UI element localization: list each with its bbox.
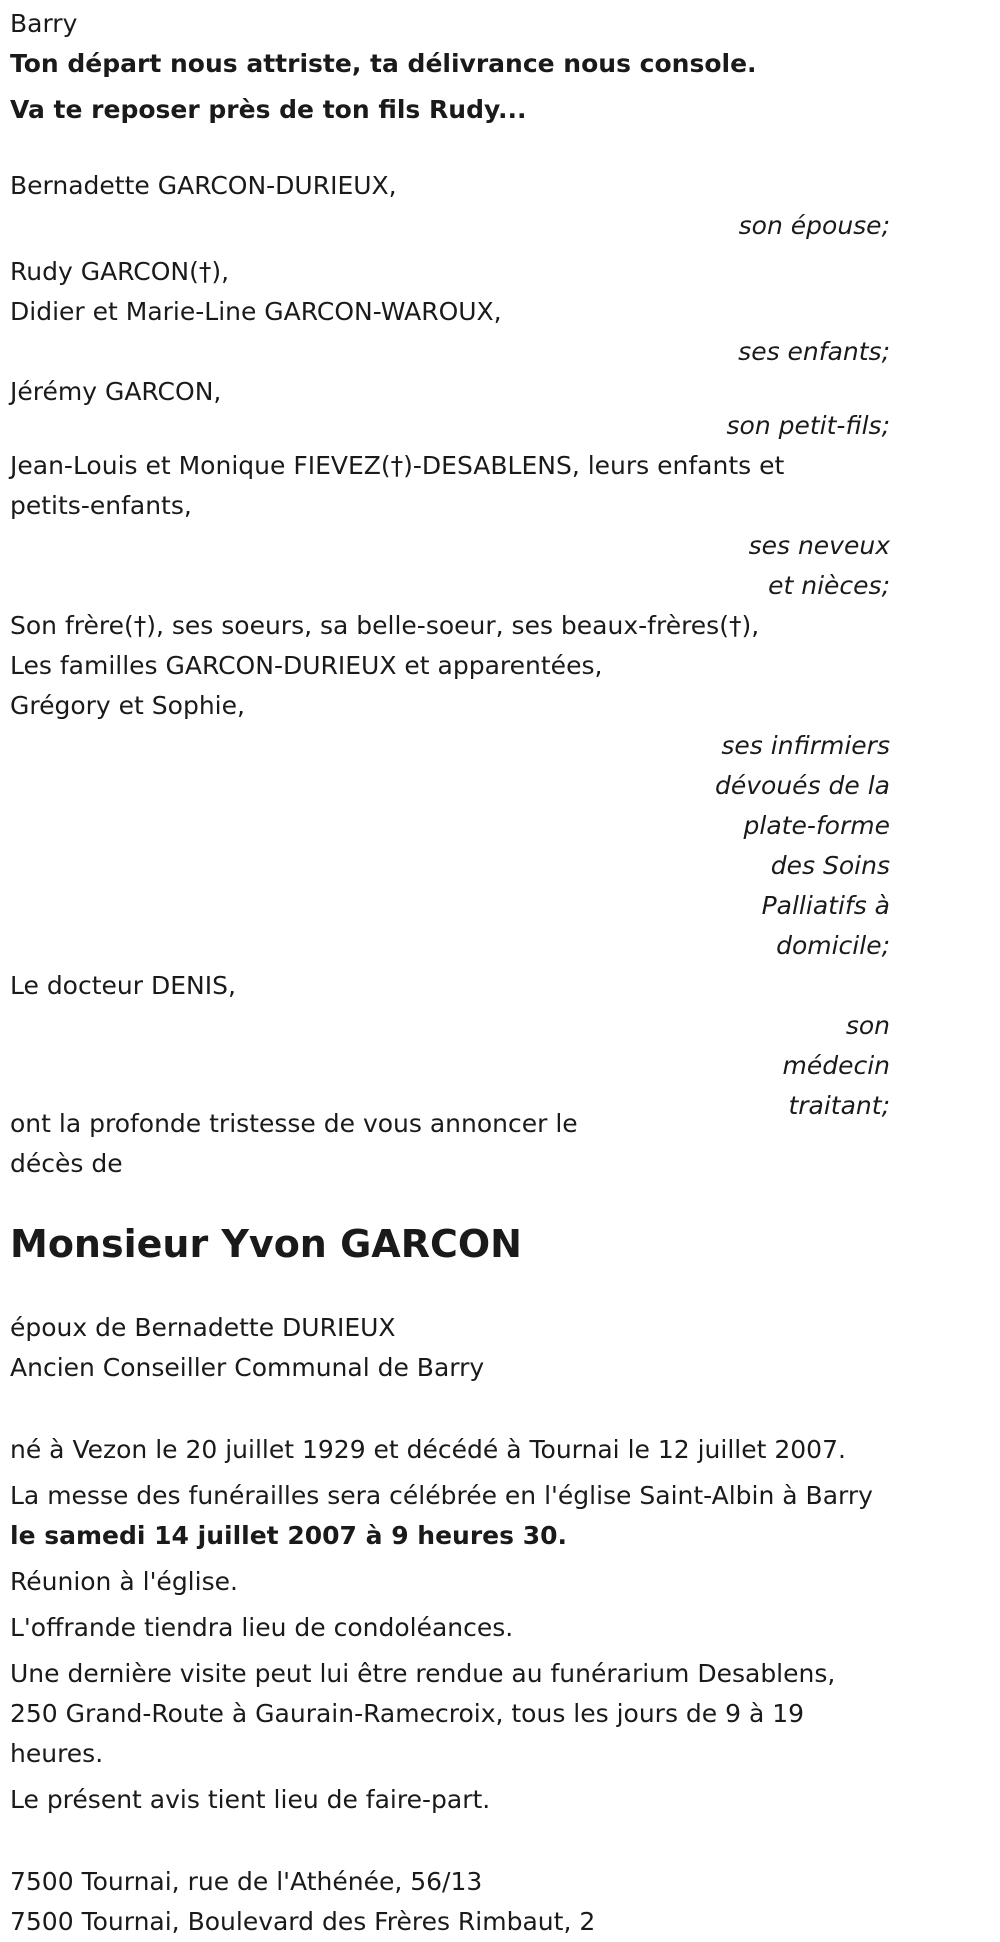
nephews-names: Jean-Louis et Monique FIEVEZ(†)-DESABLENS, leurs enfants et petits-enfants, (10, 451, 785, 520)
notice-info: Le présent avis tient lieu de faire-part. (10, 1785, 491, 1814)
address-2: 7500 Tournai, Boulevard des Frères Rimbaut, 2 (10, 1907, 596, 1936)
child-name-2: Didier et Marie-Line GARCON-WAROUX, (10, 297, 502, 326)
place-name: Barry (10, 9, 78, 38)
epitaph-line-2: Va te reposer près de ton fils Rudy... (10, 95, 527, 124)
mass-location: La messe des funérailles sera célébrée en l'église Saint-Albin à Barry (10, 1481, 873, 1510)
mass-date: le samedi 14 juillet 2007 à 9 heures 30. (10, 1521, 567, 1550)
address-list (10, 1862, 890, 1942)
doctor-role: son médecin traitant; (782, 1011, 890, 1120)
nurses-role: ses infirmiers dévoués de la plate-forme des Soins Palliatifs à domicile; (715, 731, 890, 960)
grandson-name: Jérémy GARCON, (10, 377, 222, 406)
grandson-role: son petit-fils; (726, 411, 890, 440)
announcement-text: ont la profonde tristesse de vous annoncer le décès de (10, 1109, 578, 1178)
siblings-names: Son frère(†), ses soeurs, sa belle-soeur, ses beaux-frères(†), (10, 611, 760, 640)
epitaph-line-1: Ton départ nous attriste, ta délivrance nous console. (10, 49, 757, 78)
children-role: ses enfants; (738, 337, 890, 366)
deceased-spouse: époux de Bernadette DURIEUX (10, 1313, 396, 1342)
funeral-details (10, 1430, 890, 1820)
nurses-names: Grégory et Sophie, (10, 691, 245, 720)
birth-death-dates: né à Vezon le 20 juillet 1929 et décédé à Tournai le 12 juillet 2007. (10, 1435, 846, 1464)
mass-info (10, 1476, 880, 1556)
doctor-name: Le docteur DENIS, (10, 971, 236, 1000)
meeting-info: Réunion à l'église. (10, 1567, 238, 1596)
offering-info: L'offrande tiendra lieu de condoléances. (10, 1613, 514, 1642)
spouse-role: son épouse; (738, 211, 890, 240)
deceased-name: Monsieur Yvon GARCON (10, 1222, 522, 1266)
visit-info: Une dernière visite peut lui être rendue au funérarium Desablens, 250 Grand-Route à Gaurain-Ramecroix, tous les jours de 9 à 19 heures. (10, 1659, 836, 1768)
family-list (10, 166, 890, 1184)
nephews-role: ses neveux et nièces; (748, 531, 890, 600)
death-notice (10, 0, 890, 1942)
announcement-block (10, 1006, 890, 1184)
deceased-function: Ancien Conseiller Communal de Barry (10, 1353, 485, 1382)
address-1: 7500 Tournai, rue de l'Athénée, 56/13 (10, 1867, 483, 1896)
header (10, 0, 890, 130)
spouse-name: Bernadette GARCON-DURIEUX, (10, 171, 397, 200)
child-name-1: Rudy GARCON(†), (10, 257, 230, 286)
families-names: Les familles GARCON-DURIEUX et apparentées, (10, 651, 603, 680)
